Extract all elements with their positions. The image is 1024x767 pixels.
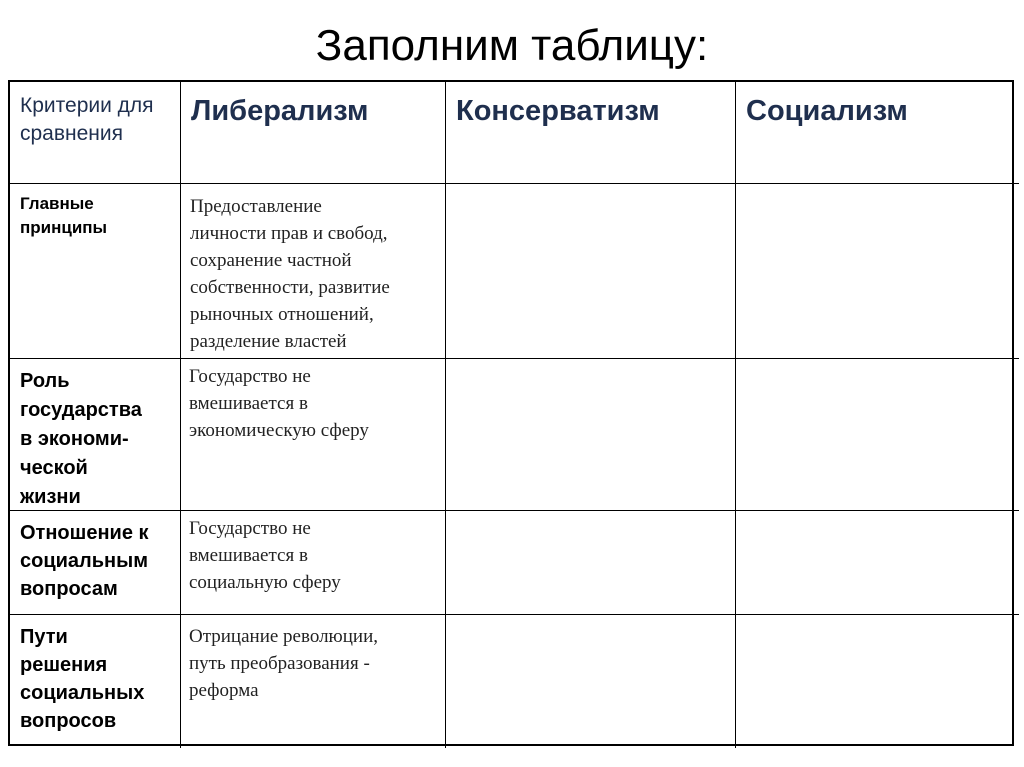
- cell-liberalism-social-solutions: Отрицание революции, путь преобразования - реформа: [181, 615, 446, 748]
- cell-socialism-social-solutions: [736, 615, 1019, 748]
- cell-conservatism-social-attitude: [446, 511, 736, 615]
- header-socialism: Социализм: [736, 82, 1019, 184]
- cell-socialism-state-role-economy: [736, 359, 1019, 511]
- cell-liberalism-social-attitude: Государство не вмешивается в социальную сферу: [181, 511, 446, 615]
- row-label-social-solutions: Пути решения социальных вопросов: [10, 615, 181, 748]
- cell-liberalism-main-principles: Предоставление личности прав и свобод, сохранение частной собственности, развитие рыночных отношений, разделение властей: [181, 184, 446, 359]
- cell-socialism-social-attitude: [736, 511, 1019, 615]
- row-label-main-principles: Главные принципы: [10, 184, 181, 359]
- header-criteria: Критерии для сравнения: [10, 82, 181, 184]
- row-label-state-role-economy: Роль государства в экономи- ческой жизни: [10, 359, 181, 511]
- cell-liberalism-state-role-economy: Государство не вмешивается в экономическую сферу: [181, 359, 446, 511]
- header-liberalism: Либерализм: [181, 82, 446, 184]
- cell-conservatism-state-role-economy: [446, 359, 736, 511]
- header-conservatism: Консерватизм: [446, 82, 736, 184]
- row-label-social-attitude: Отношение к социальным вопросам: [10, 511, 181, 615]
- slide-title: Заполним таблицу:: [315, 21, 709, 70]
- cell-conservatism-social-solutions: [446, 615, 736, 748]
- comparison-table: [8, 80, 1014, 746]
- cell-conservatism-main-principles: [446, 184, 736, 359]
- cell-socialism-main-principles: [736, 184, 1019, 359]
